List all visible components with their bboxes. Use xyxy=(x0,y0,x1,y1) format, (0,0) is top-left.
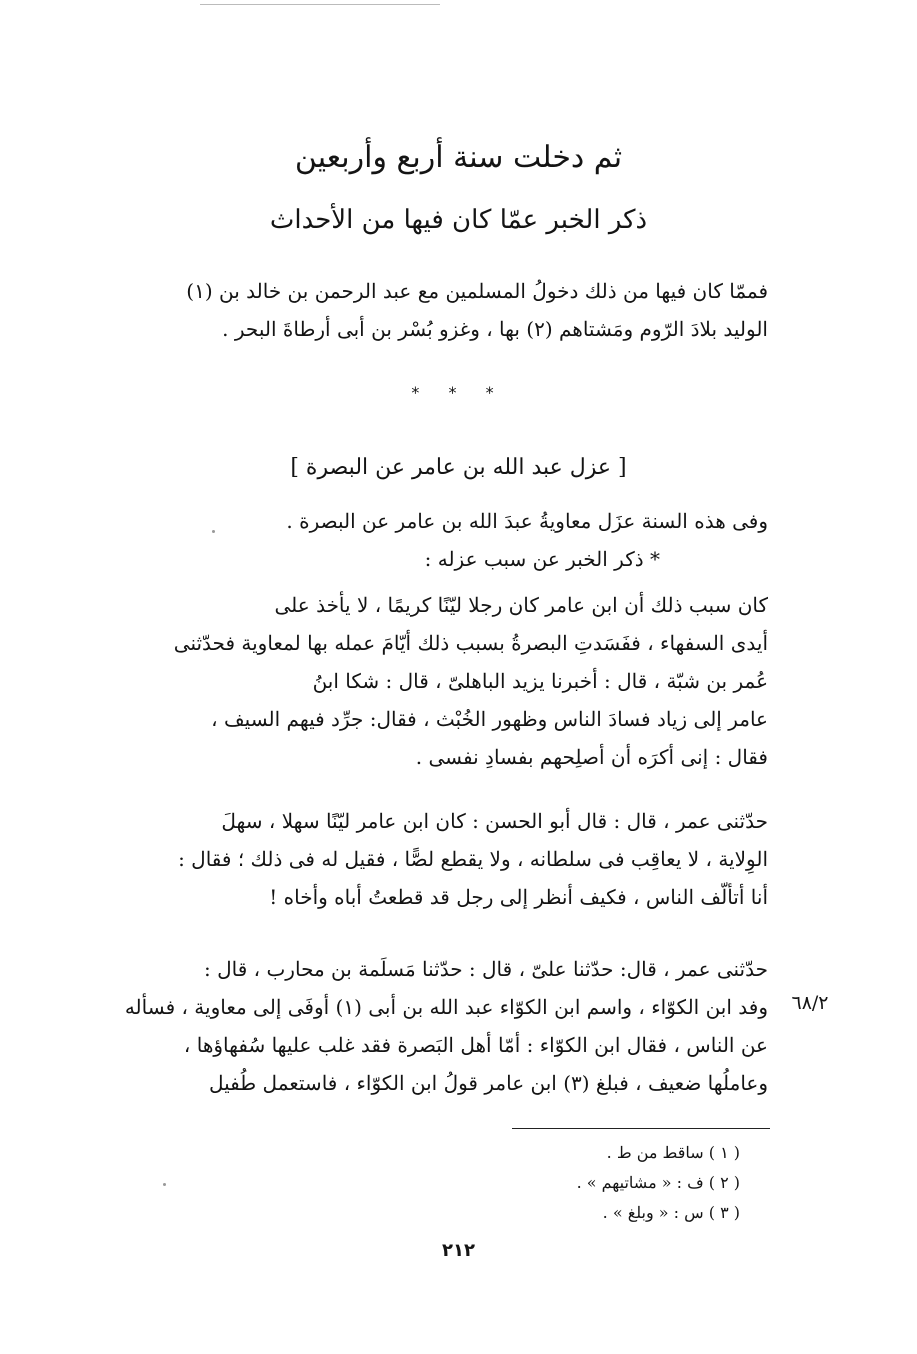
paragraph-2 xyxy=(100,802,768,916)
text-line: حدّثنى عمر ، قال: حدّثنا علىّ ، قال : حدّثنا مَسلَمة بن محارب ، قال : xyxy=(204,957,768,981)
footnote: ( ١ ) ساقط من ط . xyxy=(606,1143,740,1162)
text-line: كان سبب ذلك أن ابن عامر كان رجلا ليّنًا كريمًا ، لا يأخذ على xyxy=(274,593,768,617)
section-separator: * * * xyxy=(411,383,506,402)
page-number: ٢١٢ xyxy=(442,1240,475,1261)
scan-speck xyxy=(212,530,215,533)
text-line: أنا أتألّف الناس ، فكيف أنظر إلى رجل قد قطعتُ أباه وأخاه ! xyxy=(269,885,768,909)
text-line: فقال : إنى أكرَه أن أصلِحهم بفسادِ نفسى . xyxy=(415,745,768,769)
text-line: * ذكر الخبر عن سبب عزله : xyxy=(424,547,660,571)
footnote: ( ٣ ) س : « وبلغ » . xyxy=(602,1203,740,1222)
margin-reference: ٦٨/٢ xyxy=(791,992,829,1014)
text-line: الوِلاية ، لا يعاقِب فى سلطانه ، ولا يقطع لصًّا ، فقيل له فى ذلك ؛ فقال : xyxy=(178,847,768,871)
chapter-title: ثم دخلت سنة أربع وأربعين xyxy=(294,140,623,175)
text-line: وعاملُها ضعيف ، فبلغ (٣) ابن عامر قولُ ابن الكوّاء ، فاستعمل طُفيل xyxy=(208,1071,768,1095)
section-intro xyxy=(100,502,768,578)
footnote-rule xyxy=(512,1128,770,1129)
text-line: حدّثنى عمر ، قال : قال أبو الحسن : كان ابن عامر ليّنًا سهلا ، سهلَ xyxy=(221,809,768,833)
chapter-subtitle: ذكر الخبر عمّا كان فيها من الأحداث xyxy=(269,205,648,235)
footnotes xyxy=(300,1138,740,1228)
text-line: فممّا كان فيها من ذلك دخولُ المسلمين مع عبد الرحمن بن خالد بن (١) xyxy=(186,279,768,303)
text-line: عن الناس ، فقال ابن الكوّاء : أمّا أهل البَصرة فقد غلب عليها سُفهاؤها ، xyxy=(183,1033,768,1057)
paragraph-1 xyxy=(100,586,768,776)
paragraph-3 xyxy=(100,950,768,1102)
text-line: الوليد بلادَ الرّوم ومَشتاهم (٢) بها ، وغزو بُسْر بن أبى أرطاةَ البحر . xyxy=(222,317,768,341)
text-line: عُمر بن شبّة ، قال : أخبرنا يزيد الباهلىّ ، قال : شكا ابنُ xyxy=(312,669,768,693)
text-line: وفد ابن الكوّاء ، واسم ابن الكوّاء عبد الله بن أبى (١) أوفَى إلى معاوية ، فسأله xyxy=(124,995,768,1019)
footnote: ( ٢ ) ف : « مشاتيهم » . xyxy=(576,1173,740,1192)
scan-speck xyxy=(163,1183,166,1186)
intro-paragraph xyxy=(100,272,768,348)
text-line: عامر إلى زياد فسادَ الناس وظهور الخُبْث ، فقال: جرِّد فيهم السيف ، xyxy=(211,707,768,731)
text-line: أيدى السفهاء ، ففَسَدتِ البصرةُ بسبب ذلك أيّامَ عمله بها لمعاوية فحدّثنى xyxy=(173,631,768,655)
text-line: وفى هذه السنة عزَل معاويةُ عبدَ الله بن عامر عن البصرة . xyxy=(286,509,768,533)
top-scan-line xyxy=(200,4,440,5)
section-title: [ عزل عبد الله بن عامر عن البصرة ] xyxy=(290,455,627,480)
